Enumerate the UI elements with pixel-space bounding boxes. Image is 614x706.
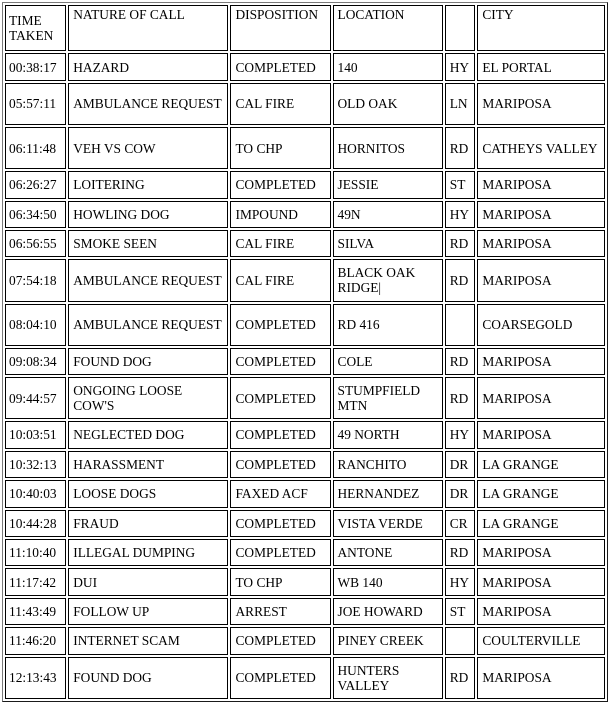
nature-of-call-cell: AMBULANCE REQUEST xyxy=(68,259,228,301)
disposition-cell: TO CHP xyxy=(230,568,330,595)
location-cell: STUMPFIELD MTN xyxy=(333,377,443,419)
disposition-cell: COMPLETED xyxy=(230,171,330,198)
table-row xyxy=(5,451,605,478)
city-cell: MARIPOSA xyxy=(477,201,605,228)
table-row xyxy=(5,627,605,654)
nature-of-call-cell: FOLLOW UP xyxy=(68,598,228,625)
time-taken-cell: 06:56:55 xyxy=(5,230,66,257)
nature-of-call-cell: LOOSE DOGS xyxy=(68,480,228,507)
time-taken-cell: 07:54:18 xyxy=(5,259,66,301)
city-cell: CATHEYS VALLEY xyxy=(477,127,605,169)
location-cell: WB 140 xyxy=(333,568,443,595)
city-cell: MARIPOSA xyxy=(477,348,605,375)
street-suffix-cell: DR xyxy=(445,451,476,478)
street-suffix-cell: CR xyxy=(445,510,476,537)
time-taken-cell: 05:57:11 xyxy=(5,83,66,125)
location-cell: PINEY CREEK xyxy=(333,627,443,654)
table-row xyxy=(5,259,605,301)
table-row xyxy=(5,201,605,228)
table-row xyxy=(5,304,605,346)
disposition-cell: COMPLETED xyxy=(230,421,330,448)
disposition-cell: COMPLETED xyxy=(230,377,330,419)
nature-of-call-cell: ONGOING LOOSE COW'S xyxy=(68,377,228,419)
table-row xyxy=(5,568,605,595)
city-cell: MARIPOSA xyxy=(477,83,605,125)
city-cell: MARIPOSA xyxy=(477,421,605,448)
time-taken-cell: 00:38:17 xyxy=(5,53,66,80)
nature-of-call-cell: ILLEGAL DUMPING xyxy=(68,539,228,566)
street-suffix-cell xyxy=(445,627,476,654)
call-log-table xyxy=(2,2,608,702)
location-cell: 49 NORTH xyxy=(333,421,443,448)
table-row xyxy=(5,53,605,80)
street-suffix-cell: RD xyxy=(445,657,476,699)
nature-of-call-cell: NEGLECTED DOG xyxy=(68,421,228,448)
table-row xyxy=(5,421,605,448)
location-cell: JOE HOWARD xyxy=(333,598,443,625)
location-cell: RD 416 xyxy=(333,304,443,346)
location-cell: ANTONE xyxy=(333,539,443,566)
nature-of-call-cell: INTERNET SCAM xyxy=(68,627,228,654)
header-disposition: DISPOSITION xyxy=(230,5,330,51)
street-suffix-cell: HY xyxy=(445,53,476,80)
city-cell: LA GRANGE xyxy=(477,510,605,537)
time-taken-cell: 11:17:42 xyxy=(5,568,66,595)
table-row xyxy=(5,480,605,507)
city-cell: LA GRANGE xyxy=(477,480,605,507)
location-cell: VISTA VERDE xyxy=(333,510,443,537)
disposition-cell: COMPLETED xyxy=(230,304,330,346)
table-row xyxy=(5,377,605,419)
disposition-cell: COMPLETED xyxy=(230,510,330,537)
table-row xyxy=(5,171,605,198)
nature-of-call-cell: AMBULANCE REQUEST xyxy=(68,83,228,125)
disposition-cell: ARREST xyxy=(230,598,330,625)
street-suffix-cell: RD xyxy=(445,259,476,301)
table-row xyxy=(5,127,605,169)
time-taken-cell: 06:11:48 xyxy=(5,127,66,169)
street-suffix-cell: ST xyxy=(445,598,476,625)
time-taken-cell: 06:26:27 xyxy=(5,171,66,198)
nature-of-call-cell: HAZARD xyxy=(68,53,228,80)
city-cell: MARIPOSA xyxy=(477,539,605,566)
table-row xyxy=(5,230,605,257)
table-row xyxy=(5,83,605,125)
location-cell: HERNANDEZ xyxy=(333,480,443,507)
city-cell: MARIPOSA xyxy=(477,377,605,419)
nature-of-call-cell: SMOKE SEEN xyxy=(68,230,228,257)
table-row xyxy=(5,598,605,625)
header-row xyxy=(5,5,605,51)
header-city: CITY xyxy=(477,5,605,51)
street-suffix-cell: RD xyxy=(445,127,476,169)
street-suffix-cell: DR xyxy=(445,480,476,507)
time-taken-cell: 11:10:40 xyxy=(5,539,66,566)
time-taken-cell: 10:44:28 xyxy=(5,510,66,537)
location-cell: 49N xyxy=(333,201,443,228)
time-taken-cell: 06:34:50 xyxy=(5,201,66,228)
street-suffix-cell: HY xyxy=(445,568,476,595)
street-suffix-cell: RD xyxy=(445,348,476,375)
time-taken-cell: 11:43:49 xyxy=(5,598,66,625)
city-cell: EL PORTAL xyxy=(477,53,605,80)
location-cell: OLD OAK xyxy=(333,83,443,125)
city-cell: MARIPOSA xyxy=(477,598,605,625)
location-cell: RANCHITO xyxy=(333,451,443,478)
header-nature-of-call: NATURE OF CALL xyxy=(68,5,228,51)
city-cell: MARIPOSA xyxy=(477,568,605,595)
location-cell: JESSIE xyxy=(333,171,443,198)
nature-of-call-cell: FOUND DOG xyxy=(68,348,228,375)
disposition-cell: COMPLETED xyxy=(230,451,330,478)
street-suffix-cell: RD xyxy=(445,377,476,419)
nature-of-call-cell: LOITERING xyxy=(68,171,228,198)
disposition-cell: CAL FIRE xyxy=(230,83,330,125)
city-cell: LA GRANGE xyxy=(477,451,605,478)
location-cell: HORNITOS xyxy=(333,127,443,169)
time-taken-cell: 11:46:20 xyxy=(5,627,66,654)
time-taken-cell: 09:44:57 xyxy=(5,377,66,419)
disposition-cell: COMPLETED xyxy=(230,539,330,566)
city-cell: COARSEGOLD xyxy=(477,304,605,346)
street-suffix-cell: HY xyxy=(445,201,476,228)
table-row xyxy=(5,510,605,537)
disposition-cell: COMPLETED xyxy=(230,627,330,654)
street-suffix-cell: RD xyxy=(445,539,476,566)
time-taken-cell: 10:32:13 xyxy=(5,451,66,478)
nature-of-call-cell: FOUND DOG xyxy=(68,657,228,699)
time-taken-cell: 12:13:43 xyxy=(5,657,66,699)
city-cell: COULTERVILLE xyxy=(477,627,605,654)
nature-of-call-cell: AMBULANCE REQUEST xyxy=(68,304,228,346)
header-location: LOCATION xyxy=(333,5,443,51)
nature-of-call-cell: FRAUD xyxy=(68,510,228,537)
nature-of-call-cell: VEH VS COW xyxy=(68,127,228,169)
location-cell: 140 xyxy=(333,53,443,80)
city-cell: MARIPOSA xyxy=(477,230,605,257)
street-suffix-cell: RD xyxy=(445,230,476,257)
city-cell: MARIPOSA xyxy=(477,171,605,198)
street-suffix-cell: HY xyxy=(445,421,476,448)
disposition-cell: COMPLETED xyxy=(230,53,330,80)
time-taken-cell: 10:03:51 xyxy=(5,421,66,448)
street-suffix-cell xyxy=(445,304,476,346)
table-row xyxy=(5,657,605,699)
location-cell: SILVA xyxy=(333,230,443,257)
disposition-cell: COMPLETED xyxy=(230,657,330,699)
nature-of-call-cell: HOWLING DOG xyxy=(68,201,228,228)
header-time-taken: TIME TAKEN xyxy=(5,5,66,51)
time-taken-cell: 09:08:34 xyxy=(5,348,66,375)
header-street-suffix xyxy=(445,5,476,51)
location-cell: BLACK OAK RIDGE| xyxy=(333,259,443,301)
nature-of-call-cell: DUI xyxy=(68,568,228,595)
nature-of-call-cell: HARASSMENT xyxy=(68,451,228,478)
street-suffix-cell: LN xyxy=(445,83,476,125)
time-taken-cell: 10:40:03 xyxy=(5,480,66,507)
disposition-cell: TO CHP xyxy=(230,127,330,169)
street-suffix-cell: ST xyxy=(445,171,476,198)
table-row xyxy=(5,348,605,375)
location-cell: HUNTERS VALLEY xyxy=(333,657,443,699)
disposition-cell: COMPLETED xyxy=(230,348,330,375)
disposition-cell: CAL FIRE xyxy=(230,230,330,257)
table-row xyxy=(5,539,605,566)
disposition-cell: CAL FIRE xyxy=(230,259,330,301)
time-taken-cell: 08:04:10 xyxy=(5,304,66,346)
city-cell: MARIPOSA xyxy=(477,259,605,301)
disposition-cell: FAXED ACF xyxy=(230,480,330,507)
city-cell: MARIPOSA xyxy=(477,657,605,699)
location-cell: COLE xyxy=(333,348,443,375)
disposition-cell: IMPOUND xyxy=(230,201,330,228)
